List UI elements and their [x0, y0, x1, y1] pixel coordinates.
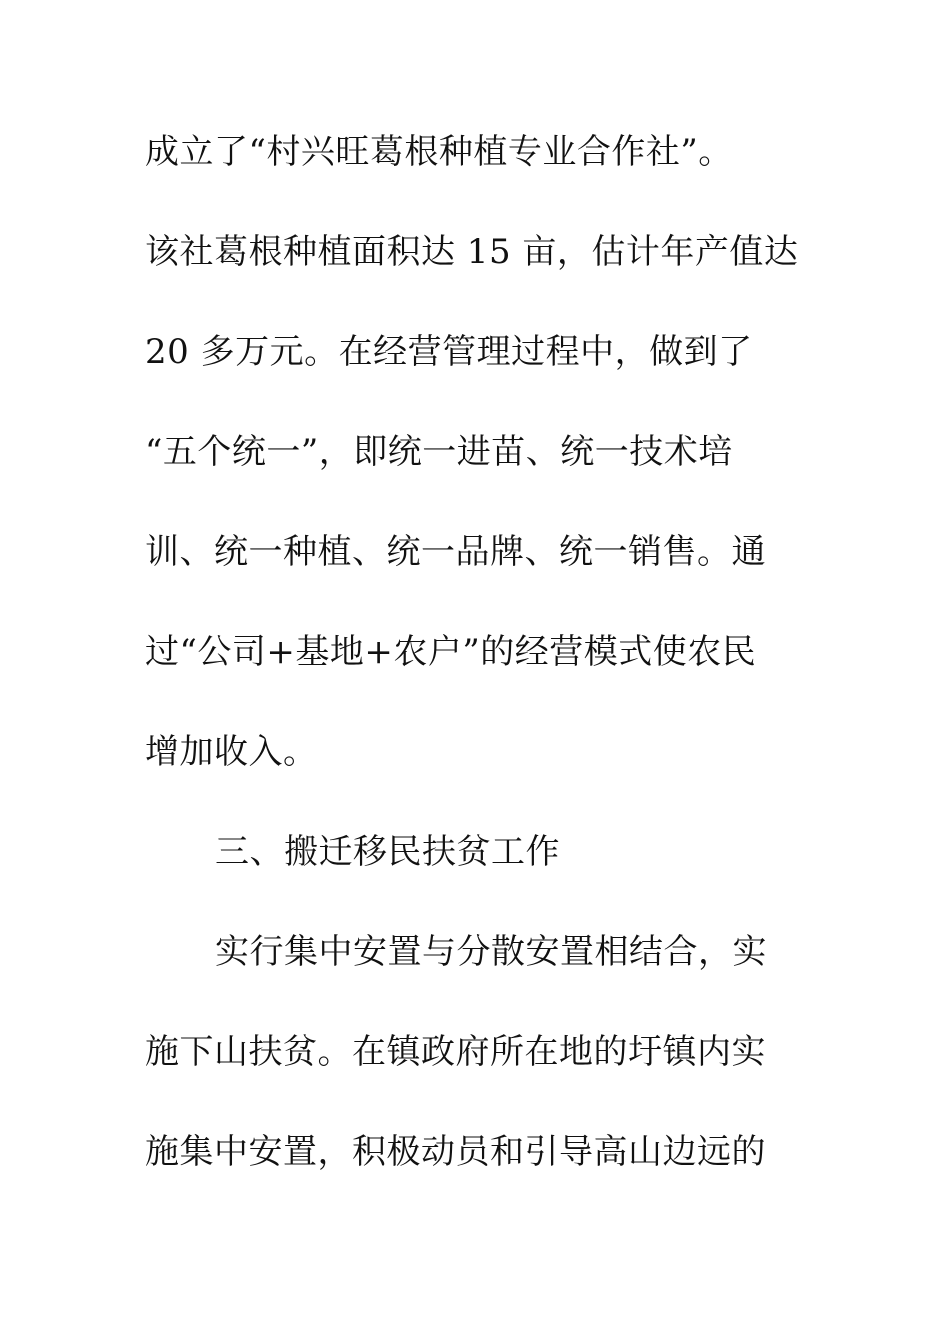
paragraph-line: 成立了“村兴旺葛根种植专业合作社”。 [145, 132, 733, 172]
paragraph-line: 增加收入。 [145, 732, 318, 772]
paragraph-line: 20 多万元。在经营管理过程中，做到了 [145, 332, 753, 372]
paragraph-line: “五个统一”，即统一进苗、统一技术培 [145, 432, 733, 472]
paragraph-line: 施下山扶贫。在镇政府所在地的圩镇内实 [145, 1032, 766, 1072]
paragraph-line: 实行集中安置与分散安置相结合，实 [215, 932, 767, 972]
section-heading: 三、搬迁移民扶贫工作 [215, 832, 560, 872]
paragraph-line: 过“公司+基地+农户”的经营模式使农民 [145, 632, 757, 672]
paragraph-line: 施集中安置，积极动员和引导高山边远的 [145, 1132, 766, 1172]
paragraph-line: 训、统一种植、统一品牌、统一销售。通 [145, 532, 766, 572]
paragraph-line: 该社葛根种植面积达 15 亩，估计年产值达 [145, 232, 799, 272]
